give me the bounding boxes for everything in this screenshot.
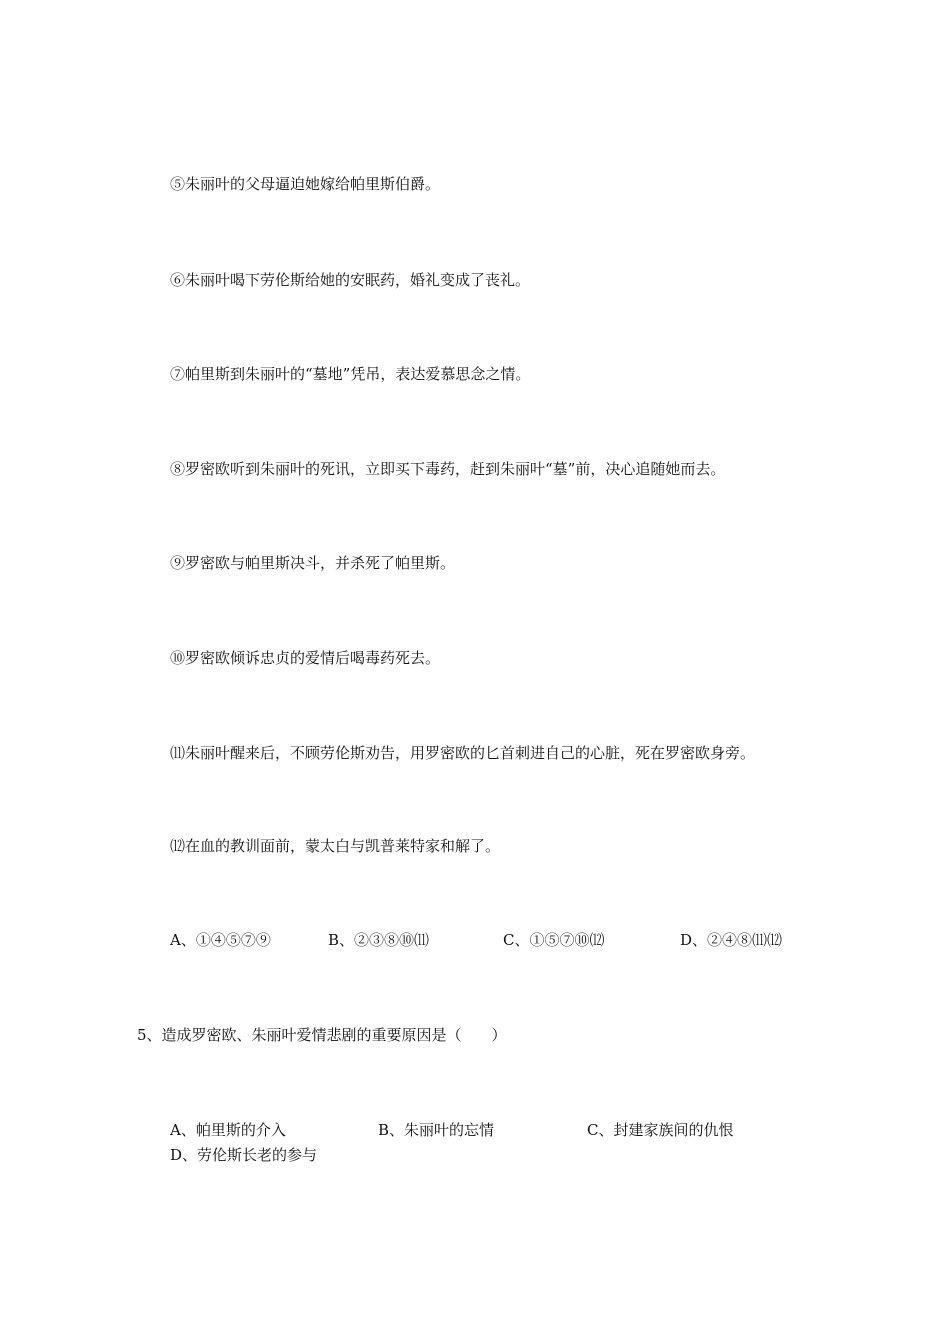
event-10: ⑩罗密欧倾诉忠贞的爱情后喝毒药死去。 xyxy=(170,649,441,667)
event-11: ⑾朱丽叶醒来后，不顾劳伦斯劝告，用罗密欧的匕首刺进自己的心脏，死在罗密欧身旁。 xyxy=(170,744,756,762)
q4-option-b[interactable]: B、②③⑧⑩⑾ xyxy=(328,931,430,949)
event-8: ⑧罗密欧听到朱丽叶的死讯，立即买下毒药，赶到朱丽叶“墓”前，决心追随她而去。 xyxy=(170,460,726,478)
q4-option-c[interactable]: C、①⑤⑦⑩⑿ xyxy=(503,931,605,949)
event-7: ⑦帕里斯到朱丽叶的“墓地”凭吊，表达爱慕思念之情。 xyxy=(170,365,531,383)
q5-option-a[interactable]: A、帕里斯的介入 xyxy=(170,1121,286,1139)
q5-option-c[interactable]: C、封建家族间的仇恨 xyxy=(587,1121,734,1139)
event-9: ⑨罗密欧与帕里斯决斗，并杀死了帕里斯。 xyxy=(170,554,456,572)
q4-option-d[interactable]: D、②④⑧⑾⑿ xyxy=(680,931,783,949)
q5-option-d[interactable]: D、劳伦斯长老的参与 xyxy=(170,1146,318,1164)
event-12: ⑿在血的教训面前，蒙太白与凯普莱特家和解了。 xyxy=(170,837,501,855)
q5-question: 5、造成罗密欧、朱丽叶爱情悲剧的重要原因是（ ） xyxy=(137,1026,507,1044)
event-6: ⑥朱丽叶喝下劳伦斯给她的安眠药，婚礼变成了丧礼。 xyxy=(170,271,531,289)
q5-option-b[interactable]: B、朱丽叶的忘情 xyxy=(378,1121,495,1139)
event-5: ⑤朱丽叶的父母逼迫她嫁给帕里斯伯爵。 xyxy=(170,175,441,193)
q4-option-a[interactable]: A、①④⑤⑦⑨ xyxy=(170,931,271,949)
